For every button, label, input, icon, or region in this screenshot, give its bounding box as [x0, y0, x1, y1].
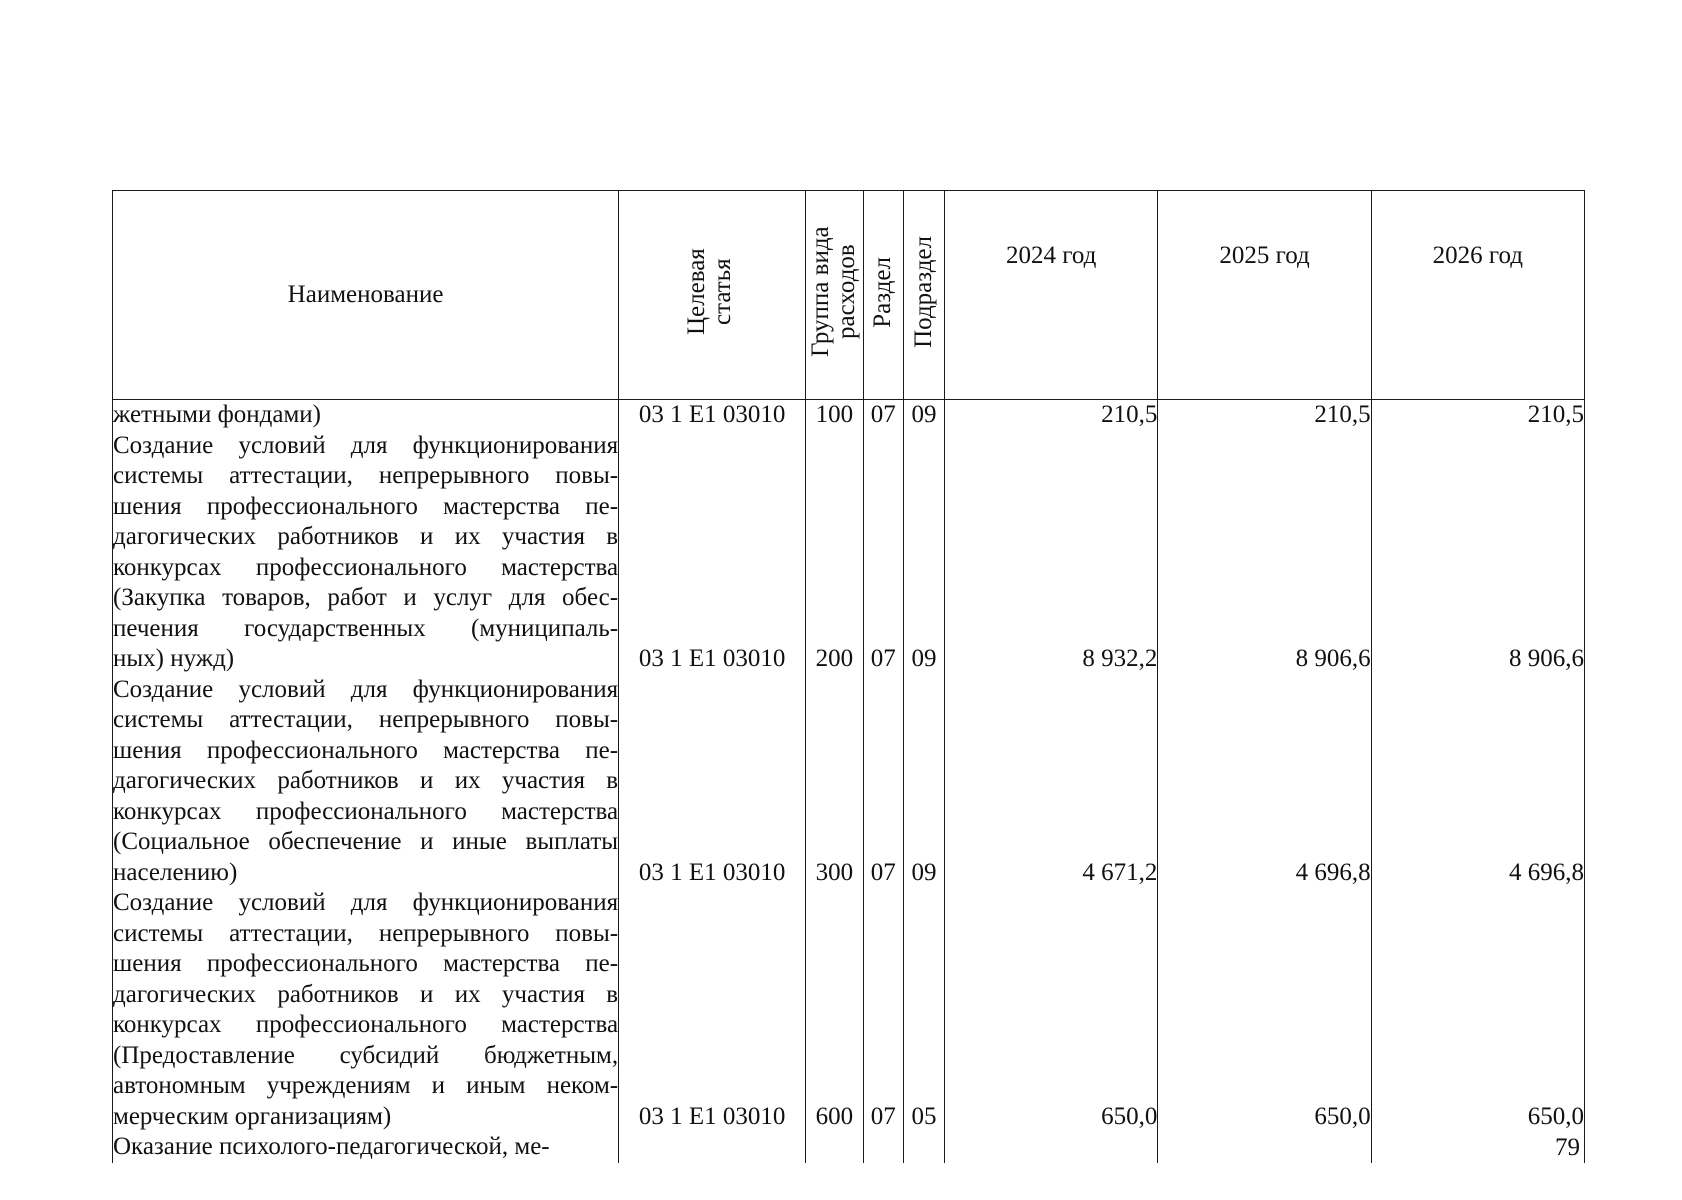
row-section	[863, 1132, 903, 1163]
row-name-line: (Социальное обеспечение и иные выплаты	[113, 828, 619, 855]
row-subsection-text: 09	[911, 858, 937, 886]
row-value-2024	[945, 431, 1158, 675]
row-value-2025-text: 4 696,8	[1295, 858, 1371, 886]
row-value-2026	[1371, 888, 1584, 1132]
row-target-article	[619, 675, 806, 889]
row-subsection	[903, 1132, 944, 1163]
row-name-line: дагогических работников и их участия в	[113, 767, 619, 794]
row-name-line: конкурсах профессионального мастерства	[113, 1011, 619, 1038]
header-name: Наименование	[113, 191, 619, 400]
row-value-2024	[945, 888, 1158, 1132]
row-name-line: (Закупка товаров, работ и услуг для обес-	[113, 584, 619, 611]
header-expense-group	[806, 191, 863, 400]
row-value-2024	[945, 1132, 1158, 1163]
row-expense-group	[806, 675, 863, 889]
row-value-2024-text: 210,5	[1101, 401, 1158, 428]
row-value-2025	[1158, 431, 1371, 675]
row-name-cell	[113, 400, 619, 431]
row-name-line: конкурсах профессионального мастерства	[113, 553, 619, 581]
table-row	[113, 888, 1585, 1132]
table-row	[113, 431, 1585, 675]
row-name-line: системы аттестации, непрерывного повы-	[113, 462, 619, 489]
row-target-article-text: 03 1 E1 03010	[638, 401, 786, 428]
row-value-2026	[1371, 400, 1584, 431]
row-value-2026-text: 210,5	[1527, 401, 1584, 428]
row-target-article-text: 03 1 E1 03010	[638, 858, 786, 886]
row-subsection	[903, 675, 944, 889]
row-value-2024-text: 8 932,2	[1082, 645, 1158, 672]
row-value-2024	[945, 675, 1158, 889]
table-row	[113, 1132, 1585, 1163]
table-body	[113, 400, 1585, 1163]
row-expense-group	[806, 400, 863, 431]
row-name-line: населению)	[113, 858, 238, 886]
row-value-2025	[1158, 675, 1371, 889]
row-section-text: 07	[870, 645, 896, 672]
row-expense-group	[806, 431, 863, 675]
row-name-line: автономным учреждениям и иным неком-	[113, 1072, 619, 1099]
row-section-text: 07	[870, 858, 896, 886]
row-name-line: системы аттестации, непрерывного повы-	[113, 706, 619, 733]
row-target-article-text: 03 1 E1 03010	[638, 1102, 786, 1130]
row-expense-group-text: 300	[815, 858, 854, 886]
row-section	[863, 431, 903, 675]
row-name-line: шения профессионального мастерства пе-	[113, 950, 619, 977]
row-name-cell	[113, 431, 619, 675]
row-expense-group-text: 600	[815, 1102, 854, 1130]
row-value-2026-text: 650,0	[1527, 1102, 1584, 1130]
row-value-2025	[1158, 888, 1371, 1132]
row-name-line: Создание условий для функционирования	[113, 431, 619, 459]
header-target-article: Целевая статья	[619, 191, 806, 400]
row-value-2025	[1158, 400, 1371, 431]
header-subsection: Подраздел	[903, 191, 944, 400]
row-section	[863, 888, 903, 1132]
row-value-2026-text: 8 906,6	[1509, 645, 1584, 672]
row-name-line: Создание условий для функционирования	[113, 675, 619, 703]
row-name-line: шения профессионального мастерства пе-	[113, 492, 619, 520]
row-value-2026-text: 4 696,8	[1509, 858, 1584, 886]
row-subsection	[903, 888, 944, 1132]
header-year-2025: 2025 год	[1158, 191, 1371, 400]
row-subsection	[903, 400, 944, 431]
row-name-line: Создание условий для функционирования	[113, 889, 619, 916]
row-value-2025	[1158, 1132, 1371, 1163]
table-row	[113, 675, 1585, 889]
row-target-article-text: 03 1 E1 03010	[638, 645, 786, 672]
row-section	[863, 400, 903, 431]
row-name-line: шения профессионального мастерства пе-	[113, 736, 619, 764]
header-expense-group-line1: Группа вида	[807, 226, 835, 358]
row-name-cell	[113, 1132, 619, 1163]
row-name-line: мерческим организациям)	[113, 1102, 392, 1130]
row-target-article	[619, 1132, 806, 1163]
row-name-line: системы аттестации, непрерывного повы-	[113, 919, 619, 947]
row-section-text: 07	[870, 401, 896, 428]
row-value-2025-text: 8 906,6	[1295, 645, 1371, 672]
row-name-line: жетными фондами)	[113, 401, 322, 428]
row-expense-group	[806, 1132, 863, 1163]
row-name-line: ных) нужд)	[113, 645, 235, 672]
row-value-2026	[1371, 675, 1584, 889]
row-name-cell	[113, 675, 619, 889]
row-target-article	[619, 431, 806, 675]
row-subsection-text: 09	[911, 401, 937, 428]
row-value-2026	[1371, 1132, 1584, 1163]
row-expense-group-text: 100	[815, 401, 854, 428]
row-target-article	[619, 888, 806, 1132]
row-value-2025-text: 650,0	[1314, 1102, 1371, 1130]
row-value-2024-text: 650,0	[1101, 1102, 1158, 1130]
table-row	[113, 400, 1585, 431]
row-value-2024-text: 4 671,2	[1082, 858, 1158, 886]
row-name-line: печения государственных (муниципаль-	[113, 614, 619, 642]
table-header-row	[113, 191, 1585, 400]
row-name-line: (Предоставление субсидий бюджетным,	[113, 1041, 619, 1069]
budget-table	[112, 190, 1585, 1163]
row-name-line: конкурсах профессионального мастерства	[113, 797, 619, 825]
header-expense-group-line2: расходов	[833, 244, 861, 340]
header-year-2024: 2024 год	[945, 191, 1158, 400]
row-subsection-text: 05	[911, 1102, 937, 1130]
row-expense-group	[806, 888, 863, 1132]
header-year-2026: 2026 год	[1371, 191, 1584, 400]
row-expense-group-text: 200	[815, 645, 854, 672]
header-section: Раздел	[863, 191, 903, 400]
row-value-2026	[1371, 431, 1584, 675]
row-subsection-text: 09	[911, 645, 937, 672]
row-value-2025-text: 210,5	[1314, 401, 1371, 428]
row-section-text: 07	[870, 1102, 896, 1130]
row-subsection	[903, 431, 944, 675]
row-value-2024	[945, 400, 1158, 431]
row-section	[863, 675, 903, 889]
row-target-article	[619, 400, 806, 431]
row-name-line: Оказание психолого-педагогической, ме-	[113, 1133, 550, 1160]
row-name-cell	[113, 888, 619, 1132]
page-number: 79	[1555, 1134, 1580, 1161]
row-name-line: дагогических работников и их участия в	[113, 980, 619, 1008]
row-name-line: дагогических работников и их участия в	[113, 523, 619, 550]
